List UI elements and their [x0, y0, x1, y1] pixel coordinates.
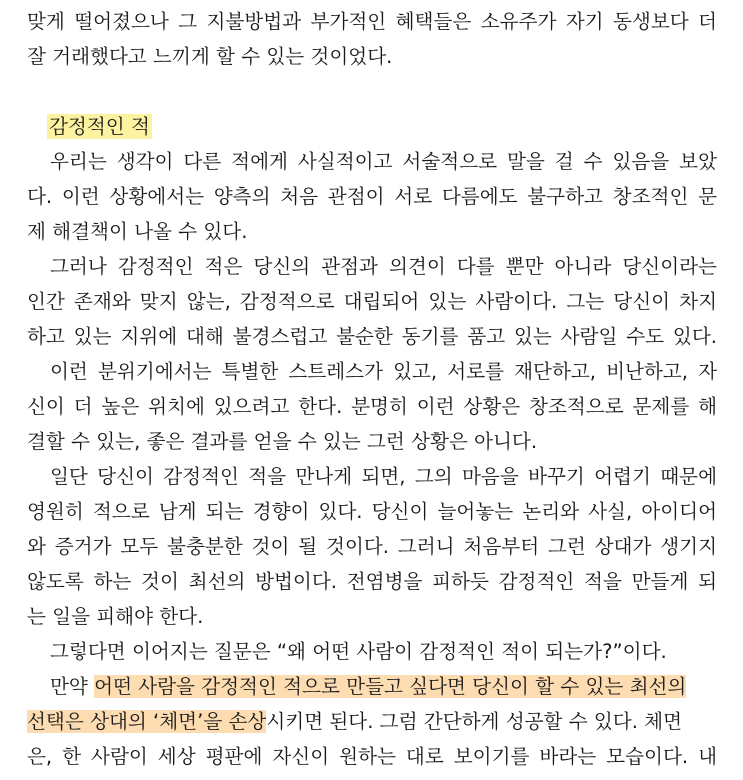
- section-heading-text: 감정적인 적: [49, 115, 150, 138]
- text-segment: 시키면 된다. 그럼 간단하게 성공할 수 있다. 체면: [266, 710, 683, 733]
- paragraph-line: 우리는 생각이 다른 적에게 사실적이고 서술적으로 말을 걸 수 있음을 보았: [50, 150, 717, 173]
- paragraph-line: 않도록 하는 것이 최선의 방법이다. 전염병을 피하듯 감정적인 적을 만들게 되: [27, 570, 717, 593]
- paragraph-line: 다. 이런 상황에서는 양측의 처음 관점이 서로 다름에도 불구하고 창조적인 문: [27, 185, 717, 208]
- paragraph-line: 와 증거가 모두 불충분한 것이 될 것이다. 그러니 처음부터 그런 상대가 생기지: [27, 535, 717, 558]
- paragraph-line: 영원히 적으로 남게 되는 경향이 있다. 당신이 늘어놓는 논리와 사실, 아이디어: [27, 500, 717, 523]
- paragraph-line: 는 일을 피해야 한다.: [27, 605, 204, 628]
- paragraph-line: 잘 거래했다고 느끼게 할 수 있는 것이었다.: [27, 45, 393, 68]
- paragraph-line: 맞게 떨어졌으나 그 지불방법과 부가적인 혜택들은 소유주가 자기 동생보다 더: [27, 10, 717, 33]
- text-segment: 만약: [50, 675, 95, 698]
- paragraph-line: 은, 한 사람이 세상 평판에 자신이 원하는 대로 보이기를 바라는 모습이다. 내: [27, 745, 717, 768]
- section-heading: [47, 111, 347, 143]
- paragraph-line: 그렇다면 이어지는 질문은 “왜 어떤 사람이 감정적인 적이 되는가?”이다.: [50, 640, 667, 663]
- paragraph-line-highlighted: [27, 706, 717, 738]
- highlighted-text: 어떤 사람을 감정적인 적으로 만들고 싶다면 당신이 할 수 있는 최선의: [94, 675, 687, 698]
- paragraph-line: 하고 있는 지위에 대해 불경스럽고 불순한 동기를 품고 있는 사람일 수도 있다.: [27, 325, 717, 348]
- paragraph-line: 제 해결책이 나올 수 있다.: [27, 220, 248, 243]
- paragraph-line: 인간 존재와 맞지 않는, 감정적으로 대립되어 있는 사람이다. 그는 당신이 차지: [27, 290, 717, 313]
- highlighted-text: 선택은 상대의 ‘체면’을 손상: [27, 710, 267, 733]
- paragraph-line-highlighted: [50, 671, 717, 703]
- paragraph-line: 신이 더 높은 위치에 있으려고 한다. 분명히 이런 상황은 창조적으로 문제를 해: [27, 395, 717, 418]
- paragraph-line: 그러나 감정적인 적은 당신의 관점과 의견이 다를 뿐만 아니라 당신이라는: [50, 255, 717, 278]
- paragraph-line: 일단 당신이 감정적인 적을 만나게 되면, 그의 마음을 바꾸기 어렵기 때문에: [50, 465, 717, 488]
- paragraph-line: 이런 분위기에서는 특별한 스트레스가 있고, 서로를 재단하고, 비난하고, 자: [50, 360, 717, 383]
- paragraph-line: 결할 수 있는, 좋은 결과를 얻을 수 있는 그런 상황은 아니다.: [27, 430, 538, 453]
